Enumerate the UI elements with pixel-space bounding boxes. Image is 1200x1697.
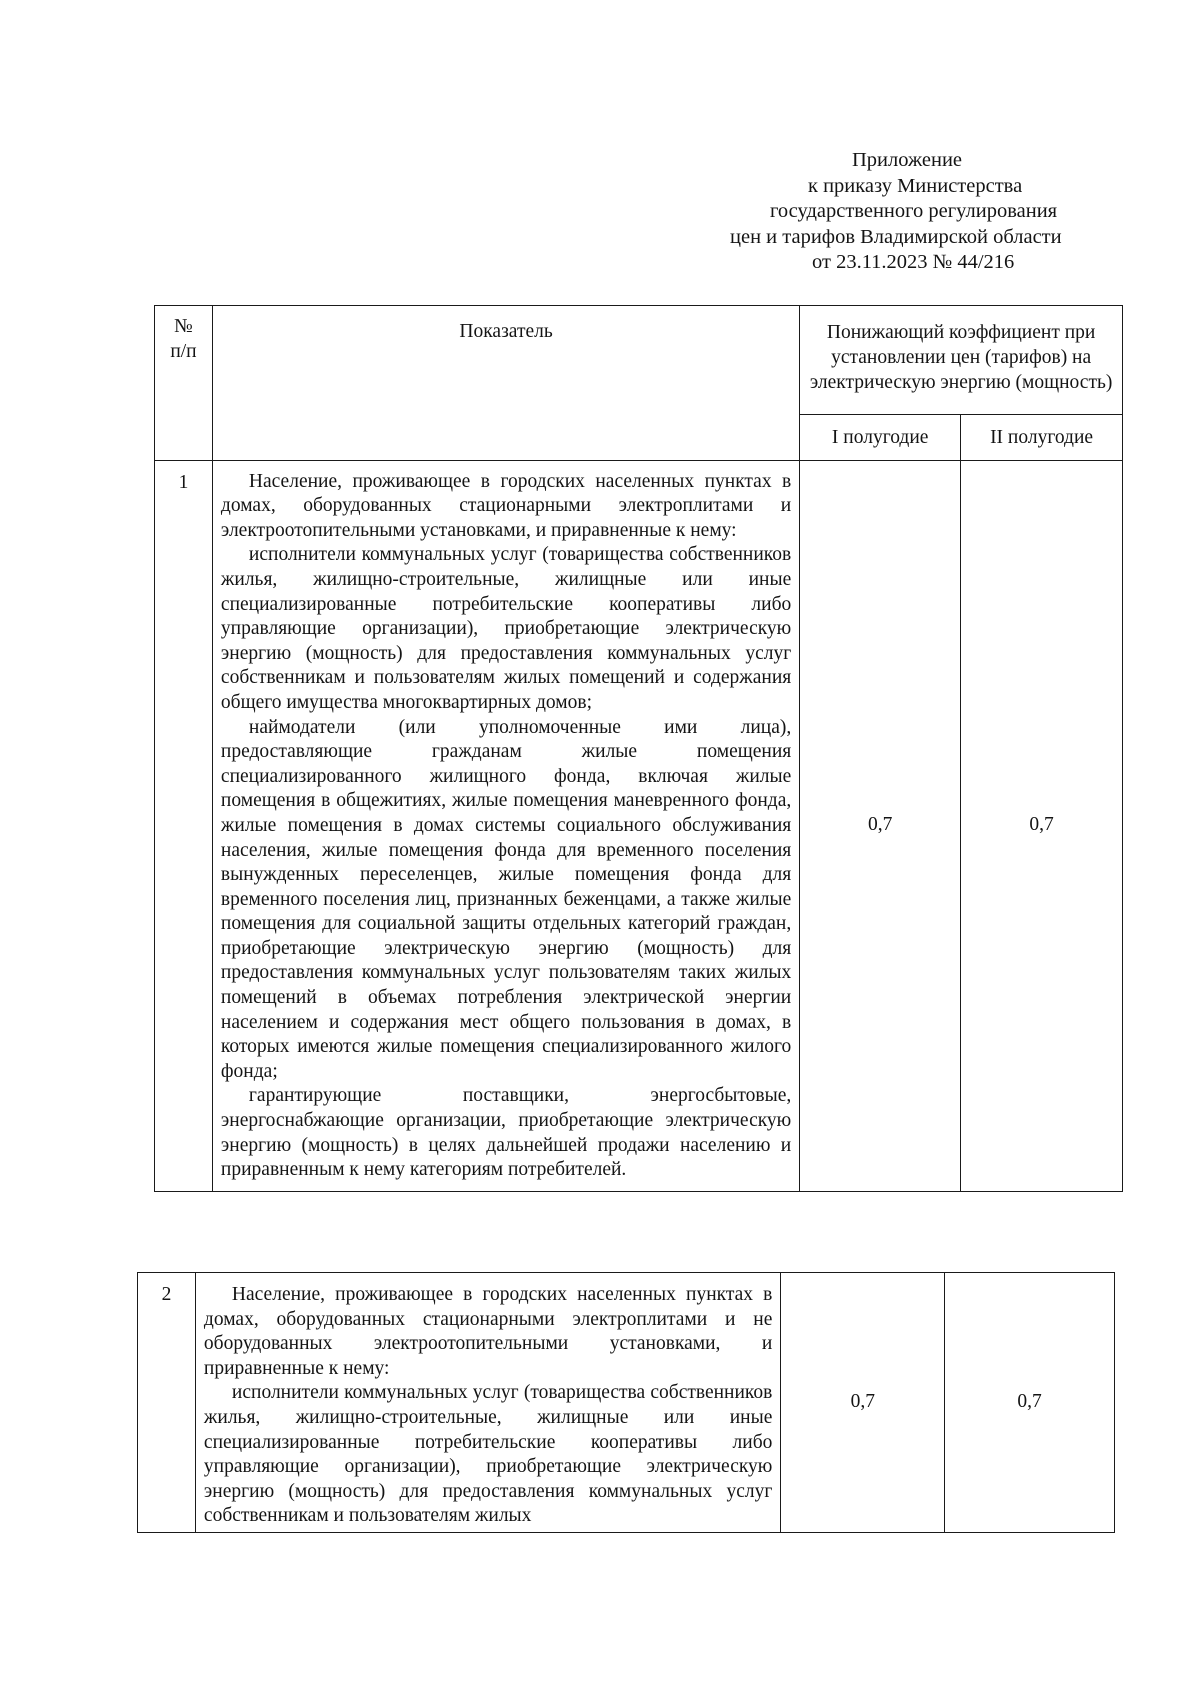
row-paragraph: исполнители коммунальных услуг (товарищества собственников жилья, жилищно-строительные, жилищные или иные специализированные потребительские кооперативы либо управляющие организации), приобретающие электрическую энергию (мощность) для предоставления коммунальных услуг собственникам и пользователям жилых — [203, 1382, 773, 1527]
header-coefficient — [800, 306, 1123, 415]
header-indicator — [212, 306, 799, 461]
appendix-title: Приложение — [852, 149, 963, 171]
row-paragraph: исполнители коммунальных услуг (товарищества собственников жилья, жилищно-строительные, жилищные или иные специализированные потребительские кооперативы либо управляющие организации), приобретающие электрическую энергию (мощность) для предоставления коммунальных услуг собственникам и пользователям жилых помещений и содержания общего имущества многоквартирных домов; — [220, 544, 792, 713]
row-paragraph: Население, проживающее в городских населенных пунктах в домах, оборудованных стационарными электроплитами и не оборудованных электроотопительными установками, и приравненные к нему: — [203, 1284, 773, 1379]
table-header-row — [155, 306, 1123, 415]
coefficient-table-continued — [137, 1272, 1115, 1533]
row-indicator — [212, 460, 799, 1191]
row-half-1-value: 0,7 — [800, 460, 961, 1191]
row-half-1-value: 0,7 — [781, 1273, 945, 1533]
table-row — [138, 1273, 1115, 1533]
header-half-1 — [800, 415, 961, 461]
header-half-2-label: II полугодие — [990, 427, 1094, 448]
coefficient-table — [154, 305, 1123, 1192]
appendix-ministry: государственного регулирования — [770, 200, 1058, 222]
header-indicator-label: Показатель — [459, 321, 553, 342]
row-paragraph: гарантирующие поставщики, энергосбытовые, энергоснабжающие организации, приобретающие электрическую энергию (мощность) в целях дальнейшей продажи населению и приравненным к нему категориям потребителей. — [220, 1085, 792, 1181]
appendix-order-ref: к приказу Министерства — [808, 174, 1023, 197]
row-indicator — [195, 1273, 780, 1533]
header-coefficient-label: Понижающий коэффициент при установлении цен (тарифов) на электрическую энергию (мощность) — [809, 322, 1113, 393]
row-number: 1 — [155, 460, 213, 1191]
header-number-label: № п/п — [170, 316, 197, 362]
row-number: 2 — [138, 1273, 196, 1533]
header-half-2 — [961, 415, 1123, 461]
appendix-order-date: от 23.11.2023 № 44/216 — [812, 251, 1015, 273]
table-row — [155, 460, 1123, 1191]
appendix-region: цен и тарифов Владимирской области — [730, 225, 1062, 248]
header-half-1-label: I полугодие — [831, 427, 929, 448]
header-number — [155, 306, 213, 461]
row-half-2-value: 0,7 — [961, 460, 1123, 1191]
appendix-header — [700, 148, 1140, 276]
row-paragraph: наймодатели (или уполномоченные ими лица), предоставляющие гражданам жилые помещения специализированного жилищного фонда, включая жилые помещения в общежитиях, жилые помещения маневренного фонда, жилые помещения в домах системы социального обслуживания населения, жилые помещения фонда для временного поселения вынужденных переселенцев, жилые помещения фонда для временного поселения лиц, признанных беженцами, а также жилые помещения для социальной защиты отдельных категорий граждан, приобретающие электрическую энергию (мощность) для предоставления коммунальных услуг пользователям таких жилых помещений в объемах потребления электрической энергии населением и содержания мест общего пользования в домах, в которых имеются жилые помещения специализированного жилого фонда; — [220, 716, 792, 1082]
row-half-2-value: 0,7 — [945, 1273, 1115, 1533]
row-paragraph: Население, проживающее в городских населенных пунктах в домах, оборудованных стационарными электроплитами и электроотопительными установками, и приравненные к нему: — [220, 470, 792, 541]
